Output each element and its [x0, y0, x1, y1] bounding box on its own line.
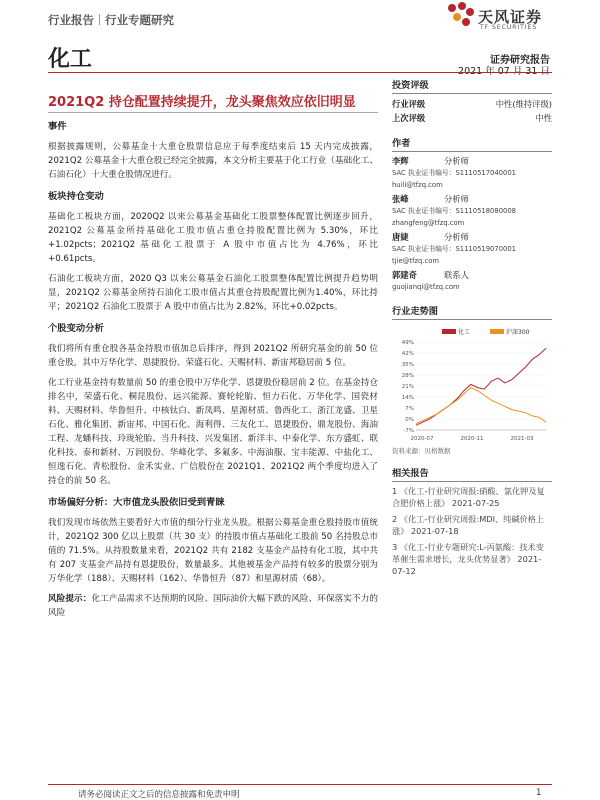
report-title: 2021Q2 持仓配置持续提升，龙头聚焦效应依旧明显 [48, 95, 356, 110]
author-cert: SAC 执业证书编号：S1110517040001 [392, 169, 516, 177]
y-tick-label: 0% [405, 417, 414, 423]
paragraph-stock-top5: 我们将所有重仓股各基金持股市值加总后排序，得到 2021Q2 所研究基金的前 50 位重仓股，其中万华化学、恩捷股份、荣盛石化、天赐材料、新宙邦稳居前 5 位。 [48, 344, 378, 368]
report-category [48, 12, 174, 28]
risk-warning [48, 592, 378, 620]
title-divider [48, 112, 378, 113]
category-divider [99, 14, 100, 25]
author-cert: SAC 执业证书编号：S1110518080008 [392, 207, 516, 215]
logo-name: 天风证券 [478, 8, 543, 26]
y-tick-label: 35% [401, 362, 414, 368]
author-email[interactable]: zhangfeng@tfzq.com [392, 219, 465, 227]
industry-rating-label: 行业评级 [392, 99, 426, 109]
logo-subtitle: TF SECURITIES [480, 24, 538, 31]
risk-text: 化工产品需求不达预期的风险、国际油价大幅下跌的风险、环保落实不力的风险 [48, 594, 378, 618]
trend-chart-svg [392, 324, 552, 444]
y-tick-label: 21% [401, 384, 414, 390]
section-heading-events: 事件 [48, 121, 67, 132]
y-tick-label: 7% [405, 406, 414, 412]
prev-rating-value: 中性 [535, 113, 552, 123]
report-date [458, 63, 550, 77]
main-content [48, 120, 378, 626]
authors-title: 作者 [392, 135, 552, 152]
related-report-item[interactable]: 3 《化工-行业专题研究:L-丙氨酸：技术变革催生需求增长，龙头优势显著》 2021-07-12 [392, 542, 544, 576]
author-cert: SAC 执业证书编号：S1110519070001 [392, 245, 516, 253]
page-number: 1 [536, 788, 542, 798]
author-name: 张峰 [392, 194, 409, 204]
paragraph-sector-petro: 石油化工板块方面，2020 Q3 以来公募基金石油化工股票整体配置比例提升趋势明显，2021Q2 公募基金所持石油化工股市值占其重仓持股配置比例为1.40%，环比持平；2021Q2 石油化工股票于 A 股中市值占比为 2.82%，环比+0.02pcts。 [48, 274, 378, 312]
author-role: 分析师 [444, 232, 469, 242]
x-tick-label: 2021-03 [510, 436, 534, 442]
author-role: 联系人 [444, 270, 469, 280]
y-tick-label: -7% [403, 428, 414, 434]
author-role: 分析师 [444, 194, 469, 204]
author-name: 唐婕 [392, 232, 409, 242]
author-entry [392, 155, 552, 191]
author-role: 分析师 [444, 156, 469, 166]
author-name: 李辉 [392, 156, 409, 166]
category-label: 行业报告 [48, 13, 94, 27]
prev-rating-row [392, 111, 552, 125]
header-divider [48, 72, 552, 73]
paragraph-stock-top50: 化工行业基金持有数量前 50 的重仓股中万华化学、恩捷股份稳居前 2 位。在基金持仓排名中，荣盛石化、桐昆股份、远兴能源、赛轮轮胎、恒力石化、万华化学、国瓷材料、天赐材料、华鲁恒升、中核钛白、新凤鸣、星源材质、鲁西化工、浙江龙盛、卫星石化、雅化集团、新宙邦、中国石化、海利得、三友化工、恩捷股份、鼎龙股份、海油工程、龙蟠科技、玲珑轮胎、当升科技、兴发集团、新洋丰、中泰化学、东方盛虹、联化科技、泰和新材、万润股份、华峰化学、多氟多、中海油服、宝丰能源、中盐化工、恒逸石化、青松股份、金禾实业、广信股份在 2021Q1、2021Q2 两个季度均进入了持仓的前 50 名。 [48, 378, 378, 486]
subcategory-label: 行业专题研究 [105, 13, 174, 27]
sector-title: 化工 [48, 47, 93, 72]
author-email[interactable]: guojianqi@tfzq.com [392, 283, 460, 291]
author-email[interactable]: tjie@tfzq.com [392, 257, 440, 265]
series-line [416, 348, 546, 425]
legend-swatch [490, 329, 504, 334]
author-email[interactable]: huili@tfzq.com [392, 181, 443, 189]
paragraph-sector-basic: 基础化工板块方面，2020Q2 以来公募基金基础化工股票整体配置比例逐步回升，2021Q2 公募基金所持基础化工股市值占重仓持股配置比例为 5.30%，环比+1.02pcts；2021Q2 基础化工股票于 A 股中市值占比为 4.76%，环比+0.61pcts。 [48, 212, 378, 264]
related-title: 相关报告 [392, 465, 552, 482]
paragraph-events: 根据披露规则，公募基金十大重仓股票信息应于每季度结束后 15 天内完成披露，2021Q2 公募基金十大重仓股已经完全披露，本文分析主要基于化工行业（基础化工、石油石化）十大重仓股情况进行。 [48, 142, 378, 180]
legend-swatch [442, 329, 456, 334]
footer-divider [48, 784, 552, 785]
author-entry [392, 193, 552, 229]
footer-disclaimer: 请务必阅读正文之后的信息披露和免责申明 [78, 790, 240, 800]
author-entry [392, 231, 552, 267]
related-report-item[interactable]: 2 《化工-行业研究周报:MDI、纯碱价格上涨》 2021-07-18 [392, 514, 545, 536]
series-line [416, 388, 546, 424]
prev-rating-label: 上次评级 [392, 113, 426, 123]
trend-title: 行业走势图 [392, 303, 552, 320]
rating-title: 投资评级 [392, 77, 552, 94]
y-tick-label: 14% [401, 395, 414, 401]
related-report-item[interactable]: 1 《化工-行业研究周报:硝酸、氯化钾及复合肥价格上涨》 2021-07-25 [392, 486, 545, 508]
legend-label: 沪深300 [506, 329, 530, 336]
section-heading-stock: 个股变动分析 [48, 323, 104, 334]
legend-label: 化工 [458, 329, 471, 336]
y-tick-label: 49% [401, 340, 414, 346]
y-tick-label: 28% [401, 373, 414, 379]
paragraph-market: 我们发现市场依然主要看好大市值的细分行业龙头股。根据公募基金重仓股持股市值统计，2021Q2 300 亿以上股票（共 30 支）的持股市值占基础化工股前 50 名持股总市值的 71.5%。从持股数量来看，2021Q2 共有 2182 支基金产品持有化工股，其中共有 207 支基金产品持有恩捷股份，数量最多。其他被基金产品持有较多的股票分别为万华化学（188）、天赐材料（162）、华鲁恒升（87）和星源材质（68）。 [48, 518, 378, 584]
author-name: 郭建奇 [392, 270, 417, 280]
risk-label: 风险提示： [48, 594, 92, 604]
x-tick-label: 2020-07 [410, 436, 434, 442]
section-heading-sector: 板块持仓变动 [48, 191, 104, 202]
report-type: 证券研究报告 [490, 55, 550, 66]
industry-rating-value: 中性(维持评级) [495, 99, 552, 109]
author-entry [392, 269, 552, 293]
sidebar [392, 77, 552, 581]
y-tick-label: 42% [401, 351, 414, 357]
chart-source: 资料来源：贝格数据 [392, 447, 451, 455]
industry-rating-row [392, 97, 552, 111]
section-heading-market: 市场偏好分析：大市值龙头股依旧受到青睐 [48, 497, 225, 508]
trend-chart [392, 324, 552, 444]
x-tick-label: 2020-11 [460, 436, 484, 442]
